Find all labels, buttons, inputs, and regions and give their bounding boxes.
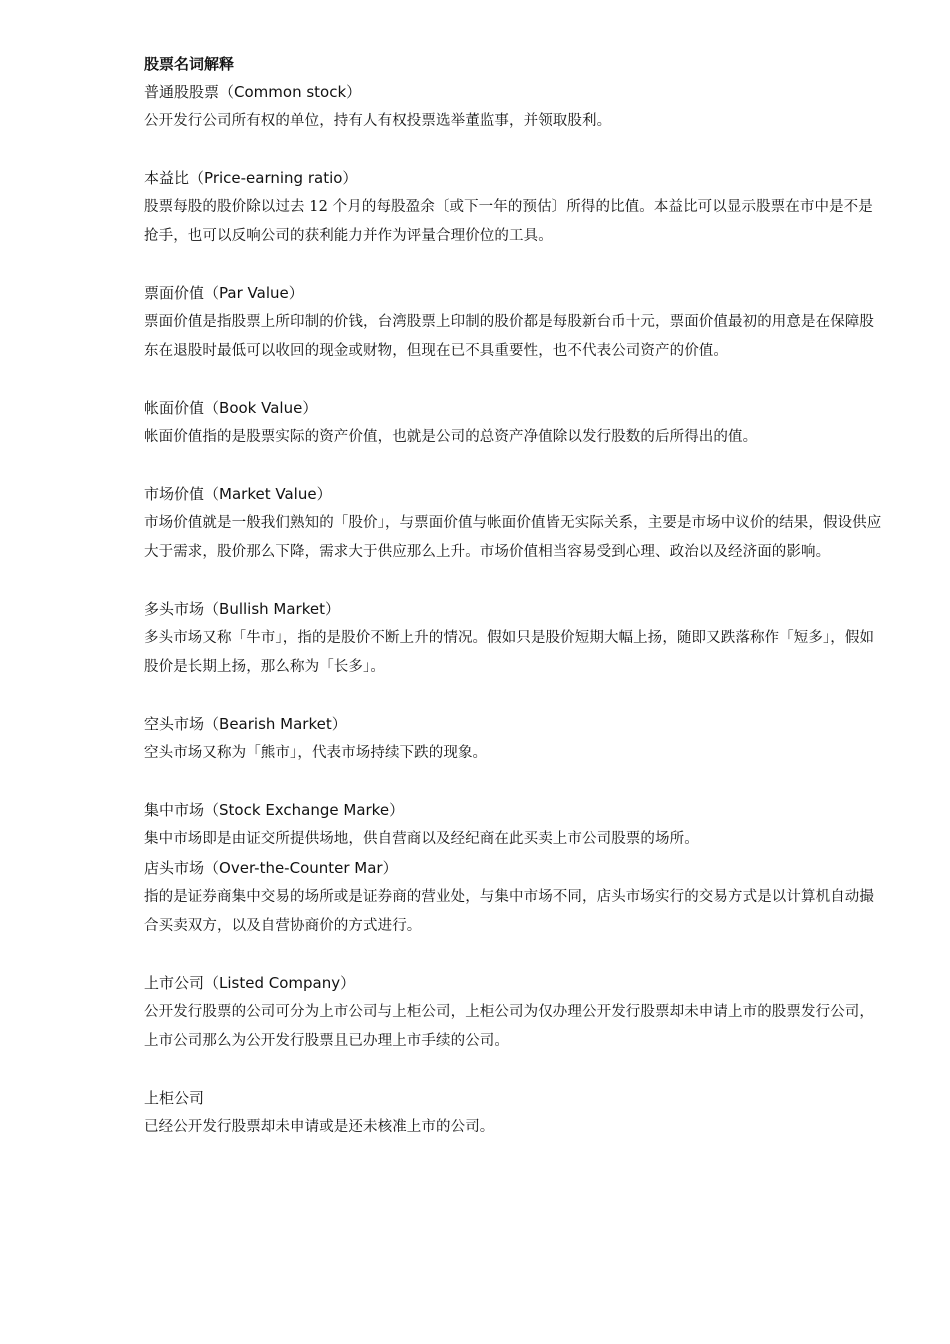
term-en: Par Value <box>219 284 289 302</box>
glossary-entry-listed-company <box>144 969 884 1056</box>
term-definition: 集中市场即是由证交所提供场地，供自营商以及经纪商在此买卖上市公司股票的场所。 <box>144 831 699 847</box>
term-cn: 本益比 <box>144 169 190 187</box>
term-en: Book Value <box>219 399 303 417</box>
term-en-wrapper: （Over-the-Counter Mar） <box>204 859 398 877</box>
term-cn: 上柜公司 <box>144 1089 205 1107</box>
term-definition: 票面价值是指股票上所印制的价钱，台湾股票上印制的股价都是每股新台币十元，票面价值最初的用意是在保障股东在退股时最低可以收回的现金或财物，但现在已不具重要性，也不代表公司资产的价值。 <box>144 314 874 359</box>
term-heading <box>144 78 884 107</box>
term-definition: 市场价值就是一般我们熟知的「股价」，与票面价值与帐面价值皆无实际关系，主要是市场中议价的结果，假设供应大于需求，股价那么下降，需求大于供应那么上升。市场价值相当容易受到心理、政治以及经济面的影响。 <box>144 515 882 560</box>
term-cn: 多头市场 <box>144 600 205 618</box>
term-en-wrapper: （Common stock） <box>219 83 362 101</box>
term-definition: 股票每股的股价除以过去 12 个月的每股盈余〔或下一年的预估〕所得的比值。本益比可以显示股票在市中是不是抢手，也可以反响公司的获利能力并作为评量合理价位的工具。 <box>144 199 873 244</box>
term-en-wrapper: （Bullish Market） <box>204 600 340 618</box>
glossary-entry-bearish-market <box>144 710 884 768</box>
term-en: Bullish Market <box>219 600 325 618</box>
term-definition: 指的是证券商集中交易的场所或是证券商的营业处，与集中市场不同，店头市场实行的交易方式是以计算机自动撮合买卖双方，以及自营协商价的方式进行。 <box>144 889 874 934</box>
term-en-wrapper: （Par Value） <box>204 284 304 302</box>
term-en-wrapper: （Stock Exchange Marke） <box>204 801 405 819</box>
term-heading <box>144 480 884 509</box>
term-heading <box>144 969 884 998</box>
term-definition: 已经公开发行股票却未申请或是还未核准上市的公司。 <box>144 1119 495 1135</box>
term-heading <box>144 279 884 308</box>
glossary-entry-market-value <box>144 480 884 567</box>
glossary-entry-over-the-counter-market <box>144 854 884 941</box>
term-heading <box>144 595 884 624</box>
term-definition: 多头市场又称「牛市」，指的是股价不断上升的情况。假如只是股价短期大幅上扬，随即又跌落称作「短多」，假如股价是长期上扬，那么称为「长多」。 <box>144 630 875 675</box>
term-en-wrapper: （Listed Company） <box>204 974 356 992</box>
term-definition: 公开发行股票的公司可分为上市公司与上柜公司，上柜公司为仅办理公开发行股票却未申请上市的股票发行公司，上市公司那么为公开发行股票且已办理上市手续的公司。 <box>144 1004 874 1049</box>
term-heading <box>144 854 884 883</box>
term-heading <box>144 394 884 423</box>
glossary-entry-common-stock <box>144 78 884 136</box>
term-en-wrapper: （Price-earning ratio） <box>189 169 358 187</box>
document-page <box>144 50 884 1170</box>
term-definition: 帐面价值指的是股票实际的资产价值，也就是公司的总资产净值除以发行股数的后所得出的值。 <box>144 429 758 445</box>
term-en: Over-the-Counter Mar <box>219 859 383 877</box>
term-heading <box>144 710 884 739</box>
term-en: Price-earning ratio <box>204 169 343 187</box>
term-cn: 店头市场 <box>144 859 205 877</box>
term-en-wrapper: （Book Value） <box>204 399 318 417</box>
term-en-wrapper: （Bearish Market） <box>204 715 347 733</box>
term-cn: 市场价值 <box>144 485 205 503</box>
document-title: 股票名词解释 <box>144 55 235 73</box>
glossary-entry-stock-exchange-market <box>144 796 884 854</box>
term-en-wrapper: （Market Value） <box>204 485 332 503</box>
term-definition: 公开发行公司所有权的单位，持有人有权投票选举董监事，并领取股利。 <box>144 113 612 129</box>
term-cn: 普通股股票 <box>144 83 220 101</box>
term-cn: 集中市场 <box>144 801 205 819</box>
term-definition: 空头市场又称为「熊市」，代表市场持续下跌的现象。 <box>144 745 488 761</box>
term-cn: 空头市场 <box>144 715 205 733</box>
term-en: Bearish Market <box>219 715 332 733</box>
glossary-entry-otc-company <box>144 1084 884 1142</box>
term-heading <box>144 164 884 193</box>
term-en: Listed Company <box>219 974 341 992</box>
glossary-entry-price-earning-ratio <box>144 164 884 251</box>
glossary-entry-par-value <box>144 279 884 366</box>
term-en: Market Value <box>219 485 317 503</box>
term-en: Common stock <box>234 83 347 101</box>
term-heading <box>144 1084 884 1113</box>
term-heading <box>144 796 884 825</box>
term-cn: 上市公司 <box>144 974 205 992</box>
term-cn: 票面价值 <box>144 284 205 302</box>
glossary-entry-bullish-market <box>144 595 884 682</box>
term-cn: 帐面价值 <box>144 399 205 417</box>
glossary-entry-book-value <box>144 394 884 452</box>
term-en: Stock Exchange Marke <box>219 801 390 819</box>
